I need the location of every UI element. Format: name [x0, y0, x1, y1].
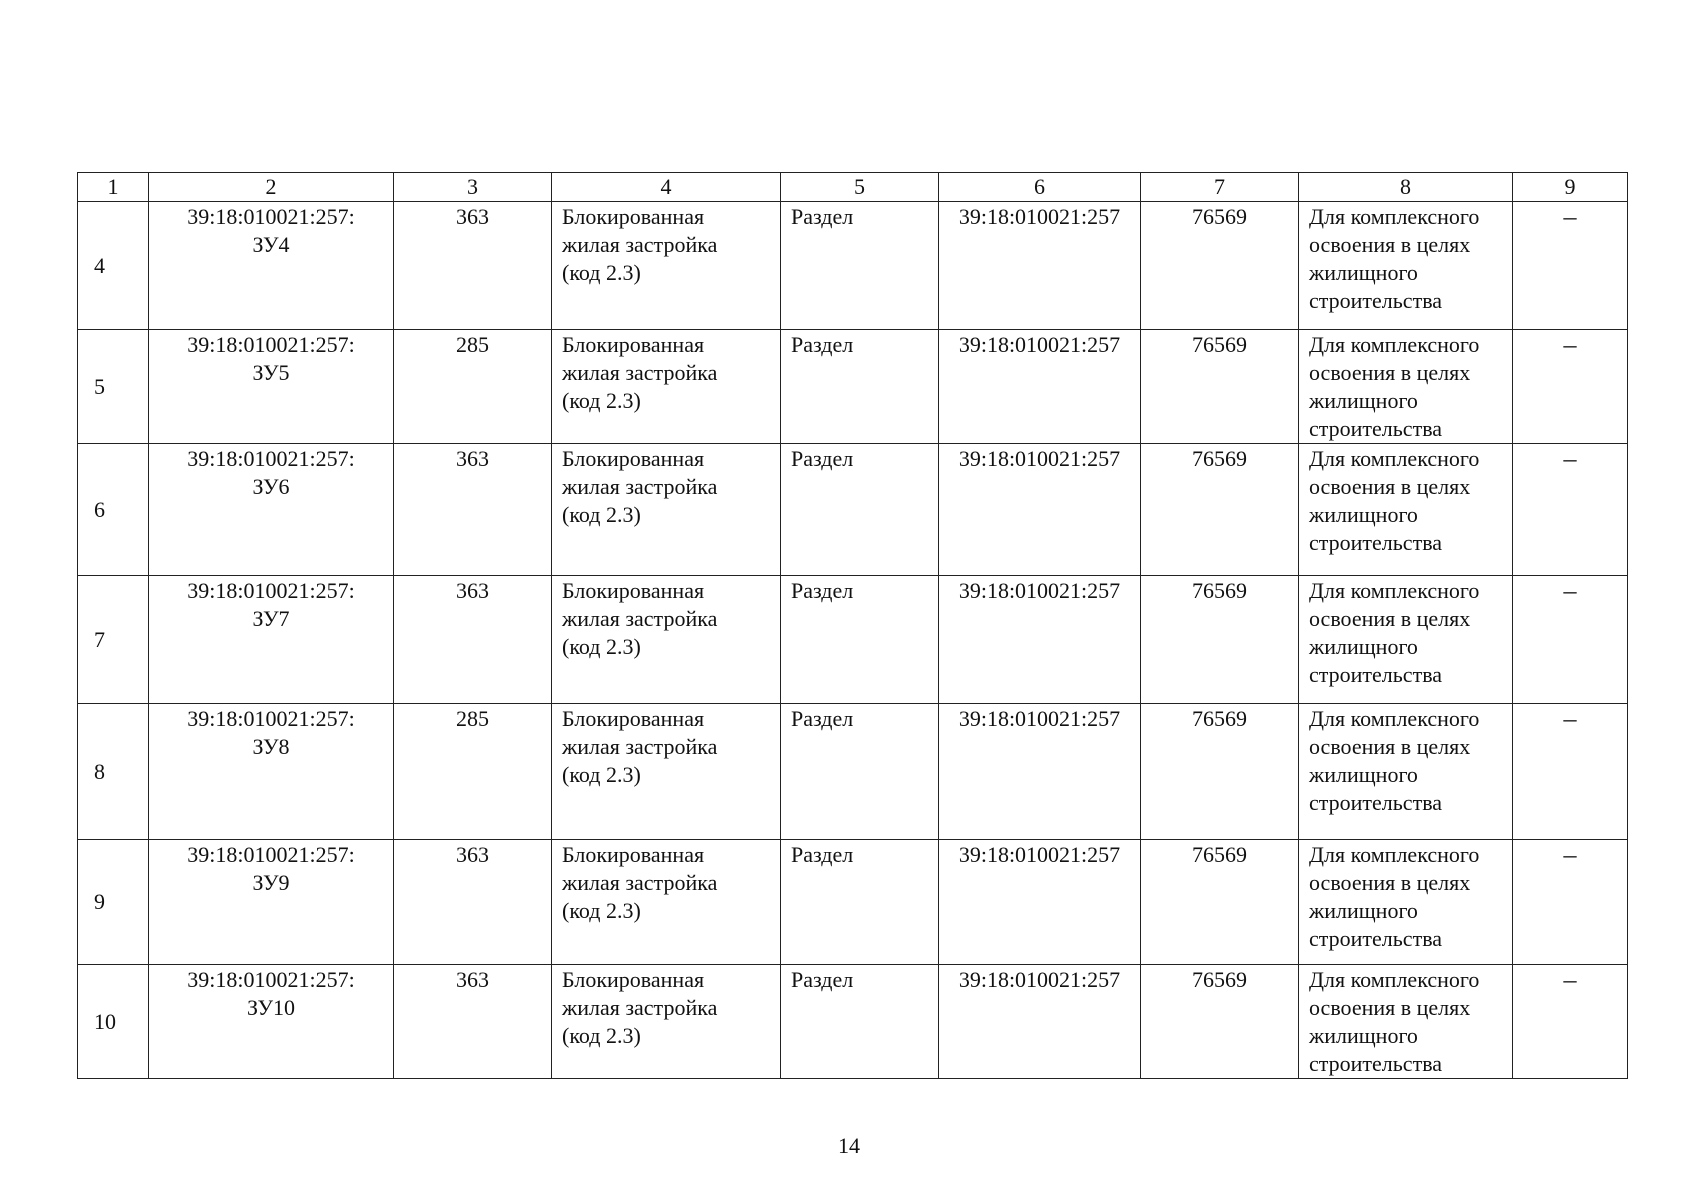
- plot-id-cell: [149, 330, 394, 444]
- permitted-use-cell-line: Блокированная: [562, 332, 705, 357]
- source-plot-cell: 39:18:010021:257: [939, 444, 1141, 576]
- permitted-use-cell: [552, 444, 781, 576]
- source-area-cell: 76569: [1141, 330, 1299, 444]
- purpose-cell-line: жилищного: [1309, 260, 1418, 285]
- purpose-cell: [1299, 576, 1513, 704]
- plot-id-cell-line: 39:18:010021:257:: [187, 578, 355, 603]
- table-row: [78, 202, 1628, 330]
- permitted-use-cell-line: Блокированная: [562, 578, 705, 603]
- permitted-use-cell-line: жилая застройка: [562, 870, 718, 895]
- plot-id-cell-line: ЗУ9: [252, 870, 290, 895]
- permitted-use-cell-line: жилая застройка: [562, 995, 718, 1020]
- source-area-cell: 76569: [1141, 840, 1299, 965]
- purpose-cell-line: освоения в целях: [1309, 870, 1471, 895]
- permitted-use-cell: [552, 840, 781, 965]
- purpose-cell-line: Для комплексного: [1309, 332, 1480, 357]
- column-header: 3: [394, 173, 552, 202]
- purpose-cell-line: строительства: [1309, 662, 1443, 687]
- permitted-use-cell-line: (код 2.3): [562, 260, 641, 285]
- source-plot-cell: 39:18:010021:257: [939, 330, 1141, 444]
- land-plots-table: [77, 172, 1628, 1079]
- formation-method-cell: Раздел: [781, 576, 939, 704]
- purpose-cell-line: жилищного: [1309, 1023, 1418, 1048]
- plot-id-cell: [149, 444, 394, 576]
- purpose-cell-line: освоения в целях: [1309, 734, 1471, 759]
- note-cell: –: [1513, 202, 1628, 330]
- plot-id-cell-line: ЗУ6: [252, 474, 290, 499]
- purpose-cell-line: жилищного: [1309, 502, 1418, 527]
- permitted-use-cell: [552, 704, 781, 840]
- plot-id-cell-line: 39:18:010021:257:: [187, 204, 355, 229]
- purpose-cell-line: Для комплексного: [1309, 967, 1480, 992]
- purpose-cell-line: Для комплексного: [1309, 204, 1480, 229]
- purpose-cell-line: жилищного: [1309, 898, 1418, 923]
- purpose-cell-line: освоения в целях: [1309, 360, 1471, 385]
- plot-area-cell: 363: [394, 444, 552, 576]
- formation-method-cell: Раздел: [781, 704, 939, 840]
- row-number: 7: [78, 576, 149, 704]
- table-row: [78, 840, 1628, 965]
- column-header: 1: [78, 173, 149, 202]
- formation-method-cell: Раздел: [781, 444, 939, 576]
- plot-id-cell-line: 39:18:010021:257:: [187, 446, 355, 471]
- plot-id-cell-line: 39:18:010021:257:: [187, 706, 355, 731]
- plot-area-cell: 363: [394, 202, 552, 330]
- plot-area-cell: 363: [394, 965, 552, 1079]
- purpose-cell-line: жилищного: [1309, 634, 1418, 659]
- purpose-cell: [1299, 444, 1513, 576]
- permitted-use-cell-line: жилая застройка: [562, 474, 718, 499]
- source-area-cell: 76569: [1141, 202, 1299, 330]
- purpose-cell-line: строительства: [1309, 1051, 1443, 1076]
- column-header: 7: [1141, 173, 1299, 202]
- column-header: 5: [781, 173, 939, 202]
- source-area-cell: 76569: [1141, 965, 1299, 1079]
- note-cell: –: [1513, 965, 1628, 1079]
- plot-id-cell: [149, 840, 394, 965]
- column-number-row: [78, 173, 1628, 202]
- purpose-cell: [1299, 704, 1513, 840]
- permitted-use-cell-line: (код 2.3): [562, 898, 641, 923]
- permitted-use-cell-line: жилая застройка: [562, 360, 718, 385]
- source-plot-cell: 39:18:010021:257: [939, 704, 1141, 840]
- formation-method-cell: Раздел: [781, 202, 939, 330]
- note-cell: –: [1513, 330, 1628, 444]
- purpose-cell-line: освоения в целях: [1309, 606, 1471, 631]
- row-number: 9: [78, 840, 149, 965]
- column-header: 9: [1513, 173, 1628, 202]
- formation-method-cell: Раздел: [781, 840, 939, 965]
- permitted-use-cell-line: (код 2.3): [562, 762, 641, 787]
- permitted-use-cell-line: Блокированная: [562, 842, 705, 867]
- purpose-cell-line: освоения в целях: [1309, 232, 1471, 257]
- source-plot-cell: 39:18:010021:257: [939, 965, 1141, 1079]
- permitted-use-cell-line: (код 2.3): [562, 634, 641, 659]
- purpose-cell-line: Для комплексного: [1309, 842, 1480, 867]
- plot-id-cell: [149, 965, 394, 1079]
- row-number: 4: [78, 202, 149, 330]
- row-number: 6: [78, 444, 149, 576]
- source-area-cell: 76569: [1141, 444, 1299, 576]
- column-header: 6: [939, 173, 1141, 202]
- purpose-cell-line: жилищного: [1309, 762, 1418, 787]
- purpose-cell: [1299, 330, 1513, 444]
- purpose-cell-line: жилищного: [1309, 388, 1418, 413]
- purpose-cell: [1299, 202, 1513, 330]
- page-number: 14: [838, 1133, 860, 1158]
- permitted-use-cell: [552, 202, 781, 330]
- note-cell: –: [1513, 576, 1628, 704]
- table-row: [78, 444, 1628, 576]
- note-cell: –: [1513, 840, 1628, 965]
- source-area-cell: 76569: [1141, 704, 1299, 840]
- purpose-cell-line: строительства: [1309, 288, 1443, 313]
- purpose-cell-line: освоения в целях: [1309, 995, 1471, 1020]
- plot-id-cell: [149, 202, 394, 330]
- plot-id-cell-line: ЗУ8: [252, 734, 290, 759]
- table-row: [78, 704, 1628, 840]
- permitted-use-cell-line: жилая застройка: [562, 606, 718, 631]
- source-plot-cell: 39:18:010021:257: [939, 576, 1141, 704]
- purpose-cell-line: Для комплексного: [1309, 446, 1480, 471]
- permitted-use-cell-line: Блокированная: [562, 204, 705, 229]
- plot-area-cell: 363: [394, 576, 552, 704]
- purpose-cell-line: строительства: [1309, 530, 1443, 555]
- plot-area-cell: 285: [394, 330, 552, 444]
- purpose-cell-line: строительства: [1309, 926, 1443, 951]
- permitted-use-cell-line: (код 2.3): [562, 388, 641, 413]
- purpose-cell: [1299, 965, 1513, 1079]
- source-area-cell: 76569: [1141, 576, 1299, 704]
- purpose-cell-line: строительства: [1309, 416, 1443, 441]
- permitted-use-cell-line: (код 2.3): [562, 1023, 641, 1048]
- plot-area-cell: 285: [394, 704, 552, 840]
- table-row: [78, 330, 1628, 444]
- note-cell: –: [1513, 444, 1628, 576]
- plot-id-cell-line: ЗУ7: [252, 606, 290, 631]
- row-number: 8: [78, 704, 149, 840]
- formation-method-cell: Раздел: [781, 330, 939, 444]
- purpose-cell-line: освоения в целях: [1309, 474, 1471, 499]
- plot-id-cell-line: 39:18:010021:257:: [187, 967, 355, 992]
- column-header: 8: [1299, 173, 1513, 202]
- permitted-use-cell-line: Блокированная: [562, 706, 705, 731]
- purpose-cell-line: Для комплексного: [1309, 578, 1480, 603]
- permitted-use-cell: [552, 965, 781, 1079]
- permitted-use-cell-line: Блокированная: [562, 446, 705, 471]
- table-body: [78, 173, 1628, 1079]
- permitted-use-cell-line: Блокированная: [562, 967, 705, 992]
- purpose-cell: [1299, 840, 1513, 965]
- permitted-use-cell-line: жилая застройка: [562, 734, 718, 759]
- source-plot-cell: 39:18:010021:257: [939, 202, 1141, 330]
- plot-id-cell-line: ЗУ4: [252, 232, 290, 257]
- row-number: 10: [78, 965, 149, 1079]
- permitted-use-cell-line: (код 2.3): [562, 502, 641, 527]
- plot-area-cell: 363: [394, 840, 552, 965]
- column-header: 4: [552, 173, 781, 202]
- plot-id-cell: [149, 576, 394, 704]
- permitted-use-cell: [552, 576, 781, 704]
- formation-method-cell: Раздел: [781, 965, 939, 1079]
- purpose-cell-line: строительства: [1309, 790, 1443, 815]
- purpose-cell-line: Для комплексного: [1309, 706, 1480, 731]
- table-row: [78, 576, 1628, 704]
- plot-id-cell: [149, 704, 394, 840]
- column-header: 2: [149, 173, 394, 202]
- table-row: [78, 965, 1628, 1079]
- plot-id-cell-line: 39:18:010021:257:: [187, 332, 355, 357]
- permitted-use-cell: [552, 330, 781, 444]
- plot-id-cell-line: ЗУ10: [246, 995, 296, 1020]
- row-number: 5: [78, 330, 149, 444]
- source-plot-cell: 39:18:010021:257: [939, 840, 1141, 965]
- permitted-use-cell-line: жилая застройка: [562, 232, 718, 257]
- plot-id-cell-line: 39:18:010021:257:: [187, 842, 355, 867]
- note-cell: –: [1513, 704, 1628, 840]
- plot-id-cell-line: ЗУ5: [252, 360, 290, 385]
